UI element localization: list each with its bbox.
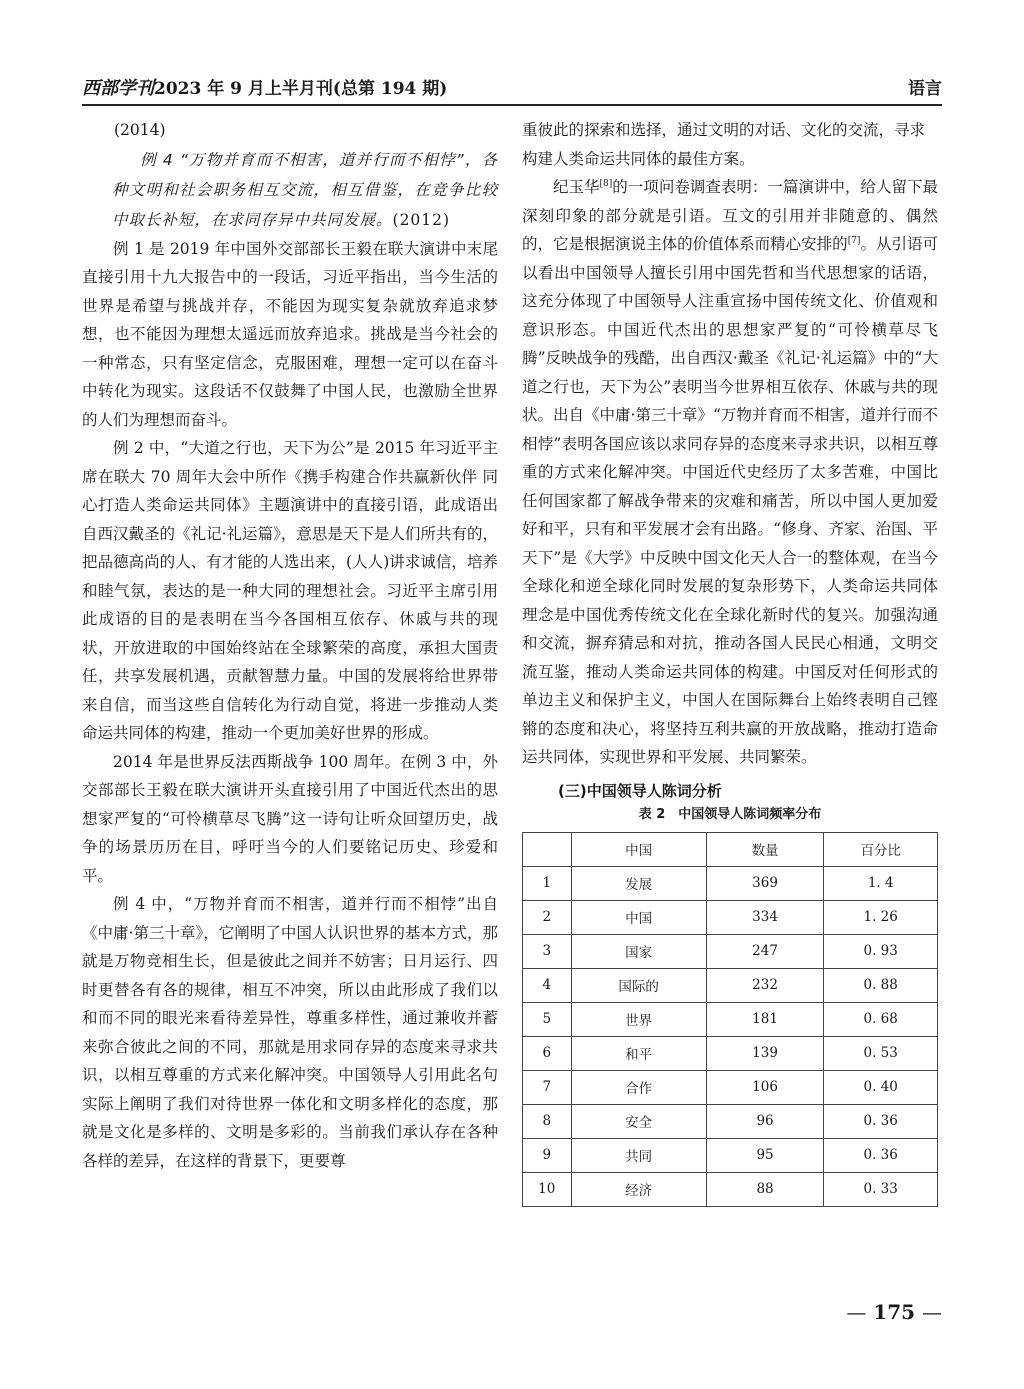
citation-year: (2014) <box>114 121 166 139</box>
percent-cell: 0. 33 <box>824 1172 938 1206</box>
percent-cell: 0. 53 <box>824 1036 938 1070</box>
table-caption: 表 2 中国领导人陈词频率分布 <box>638 806 822 822</box>
section-label: 语言 <box>908 79 942 99</box>
table-row <box>523 1104 938 1138</box>
percent-cell: 0. 36 <box>824 1138 938 1172</box>
table-row <box>523 968 938 1002</box>
percent-cell: 1. 4 <box>824 866 938 900</box>
count-cell: 96 <box>706 1104 824 1138</box>
word-cell: 安全 <box>571 1104 706 1138</box>
count-cell: 139 <box>706 1036 824 1070</box>
rank-cell: 5 <box>523 1002 572 1036</box>
example-4-quote <box>82 145 498 235</box>
table-row <box>523 1036 938 1070</box>
table-row <box>523 934 938 968</box>
header-percent: 百分比 <box>824 832 938 866</box>
header-rank <box>523 832 572 866</box>
word-cell: 世界 <box>571 1002 706 1036</box>
table-row <box>523 1138 938 1172</box>
journal-title <box>82 74 447 100</box>
reference-7: [7] <box>847 236 861 246</box>
header-count: 数量 <box>706 832 824 866</box>
quote-text: 例 4 “万物并育而不相害，道并行而不相悖”，各种文明和社会职务相互交流，相互借鉴，在竞争比较中取长补短，在求同存异中共同发展。 <box>112 150 498 229</box>
running-header <box>82 70 942 106</box>
word-cell: 国际的 <box>571 968 706 1002</box>
paragraph-example-4: 例 4 中，“万物并育而不相害，道并行而不相悖”出自《中庸·第三十章》，它阐明了中国人认识世界的基本方式，那就是万物竞相生长，但是彼此之间并不妨害；日月运行、四时更替各有各的规律，相互不冲突，所以由此形成了我们以和而不同的眼光来看待差异性，尊重多样性，通过兼收并蓄来弥合彼此之间的不同，那就是用求同存异的态度来寻求共识，以相互尊重的方式来化解冲突。中国领导人引用此名句实际上阐明了我们对待世界一体化和文明多样化的态度，那就是文化是多样的、文明是多彩的。当前我们承认存在各种各样的差异，在这样的背景下，更要尊 <box>82 895 498 1170</box>
author-name: 纪玉华 <box>553 178 600 196</box>
paragraph-example-1: 例 1 是 2019 年中国外交部部长王毅在联大演讲中末尾直接引用十九大报告中的一段话，习近平指出，当今生活的世界是希望与挑战并存，不能因为现实复杂就放弃追求梦想，也不能因为理想太遥远而放弃追求。挑战是当今社会的一种常态，只有坚定信念，克服困难，理想一定可以在奋斗中转化为现实。这段话不仅鼓舞了中国人民，也激励全世界的人们为理想而奋斗。 <box>82 239 498 429</box>
reference-8: [8] <box>599 179 613 189</box>
issue-info: 2023 年 9 月上半月刊(总第 194 期) <box>154 79 448 99</box>
rank-cell: 8 <box>523 1104 572 1138</box>
percent-cell: 0. 40 <box>824 1070 938 1104</box>
rank-cell: 3 <box>523 934 572 968</box>
paragraph-analysis-text-1: 的一项问卷调查表明：一篇演讲中，给人留下最深刻印象的部分就是引语。互文的引用并非随意的、偶然的，它是根据演说主体的价值体系而精心安排的 <box>522 178 938 253</box>
page-dash-right: — <box>922 1300 942 1324</box>
rank-cell: 10 <box>523 1172 572 1206</box>
percent-cell: 0. 36 <box>824 1104 938 1138</box>
count-cell: 334 <box>706 900 824 934</box>
rank-cell: 9 <box>523 1138 572 1172</box>
rank-cell: 7 <box>523 1070 572 1104</box>
word-cell: 经济 <box>571 1172 706 1206</box>
count-cell: 247 <box>706 934 824 968</box>
paragraph-example-2: 例 2 中，“大道之行也，天下为公”是 2015 年习近平主席在联大 70 周年大会中所作《携手构建合作共赢新伙伴 同心打造人类命运共同体》主题演讲中的直接引语，此成语出自西汉戴圣的《礼记·礼运篇》，意思是天下是人们所共有的，把品德高尚的人、有才能的人选出来，(人人)讲求诚信，培养和睦气氛，表达的是一种大同的理想社会。习近平主席引用此成语的目的是表明在当今各国相互依存、休戚与共的现状，开放进取的中国始终站在全球繁荣的高度，承担大国责任，共享发展机遇，贡献智慧力量。中国的发展将给世界带来自信，而当这些自信转化为行动自觉，将进一步推动人类命运共同体的构建，推动一个更加美好世界的形成。 <box>82 439 498 742</box>
table-row <box>523 1172 938 1206</box>
count-cell: 95 <box>706 1138 824 1172</box>
page-number <box>846 1300 942 1324</box>
paragraph-continuation: 重彼此的探索和选择，通过文明的对话、文化的交流，寻求构建人类命运共同体的最佳方案。 <box>522 121 926 168</box>
count-cell: 369 <box>706 866 824 900</box>
percent-cell: 0. 68 <box>824 1002 938 1036</box>
frequency-table <box>522 832 938 1207</box>
count-cell: 232 <box>706 968 824 1002</box>
table-row <box>523 1002 938 1036</box>
page-dash-left: — <box>846 1300 867 1324</box>
count-cell: 181 <box>706 1002 824 1036</box>
percent-cell: 0. 88 <box>824 968 938 1002</box>
rank-cell: 4 <box>523 968 572 1002</box>
table-row <box>523 1070 938 1104</box>
table-row <box>523 866 938 900</box>
paragraph-example-3: 2014 年是世界反法西斯战争 100 周年。在例 3 中，外交部部长王毅在联大演讲开头直接引用了中国近代杰出的思想家严复的“可怜横草尽飞腾”这一诗句让听众回望历史，战争的场景历历在目，呼吁当今的人们要铭记历史、珍爱和平。 <box>82 752 498 885</box>
right-column <box>522 116 938 1207</box>
rank-cell: 6 <box>523 1036 572 1070</box>
table-row <box>523 900 938 934</box>
paragraph-analysis <box>522 173 938 772</box>
percent-cell: 0. 93 <box>824 934 938 968</box>
count-cell: 88 <box>706 1172 824 1206</box>
header-word: 中国 <box>571 832 706 866</box>
word-cell: 合作 <box>571 1070 706 1104</box>
rank-cell: 2 <box>523 900 572 934</box>
journal-logo: 西部学刊 <box>82 78 154 99</box>
page-number-value: 175 <box>873 1300 916 1324</box>
quote-year: (2012) <box>392 210 451 229</box>
paragraph-analysis-text-2: 。从引语可以看出中国领导人擅长引用中国先哲和当代思想家的话语，这充分体现了中国领导人注重宣扬中国传统文化、价值观和意识形态。中国近代杰出的思想家严复的“可怜横草尽飞腾”反映战争的残酷，出自西汉·戴圣《礼记·礼运篇》中的“大道之行也，天下为公”表明当今世界相互依存、休戚与共的现状。出自《中庸·第三十章》“万物并育而不相害，道并行而不相悖”表明各国应该以求同存异的态度来寻求共识，以相互尊重的方式来化解冲突。中国近代史经历了太多苦难，中国比任何国家都了解战争带来的灾难和痛苦，所以中国人更加爱好和平，只有和平发展才会有出路。“修身、齐家、治国、平天下”是《大学》中反映中国文化天人合一的整体观，在当今全球化和逆全球化同时发展的复杂形势下，人类命运共同体理念是中国优秀传统文化在全球化新时代的复兴。加强沟通和交流，摒弃猜忌和对抗，推动各国人民民心相通，文明交流互鉴，推动人类命运共同体的构建。中国反对任何形式的单边主义和保护主义，中国人在国际舞台上始终表明自己铿锵的态度和决心，将坚持互利共赢的开放战略，推动打造命运共同体，实现世界和平发展、共同繁荣。 <box>522 235 938 766</box>
percent-cell: 1. 26 <box>824 900 938 934</box>
word-cell: 共同 <box>571 1138 706 1172</box>
word-cell: 发展 <box>571 866 706 900</box>
left-column <box>82 116 498 1175</box>
word-cell: 国家 <box>571 934 706 968</box>
section-subheading: (三)中国领导人陈词分析 <box>558 781 722 800</box>
word-cell: 和平 <box>571 1036 706 1070</box>
table-header-row <box>523 832 938 866</box>
count-cell: 106 <box>706 1070 824 1104</box>
word-cell: 中国 <box>571 900 706 934</box>
rank-cell: 1 <box>523 866 572 900</box>
